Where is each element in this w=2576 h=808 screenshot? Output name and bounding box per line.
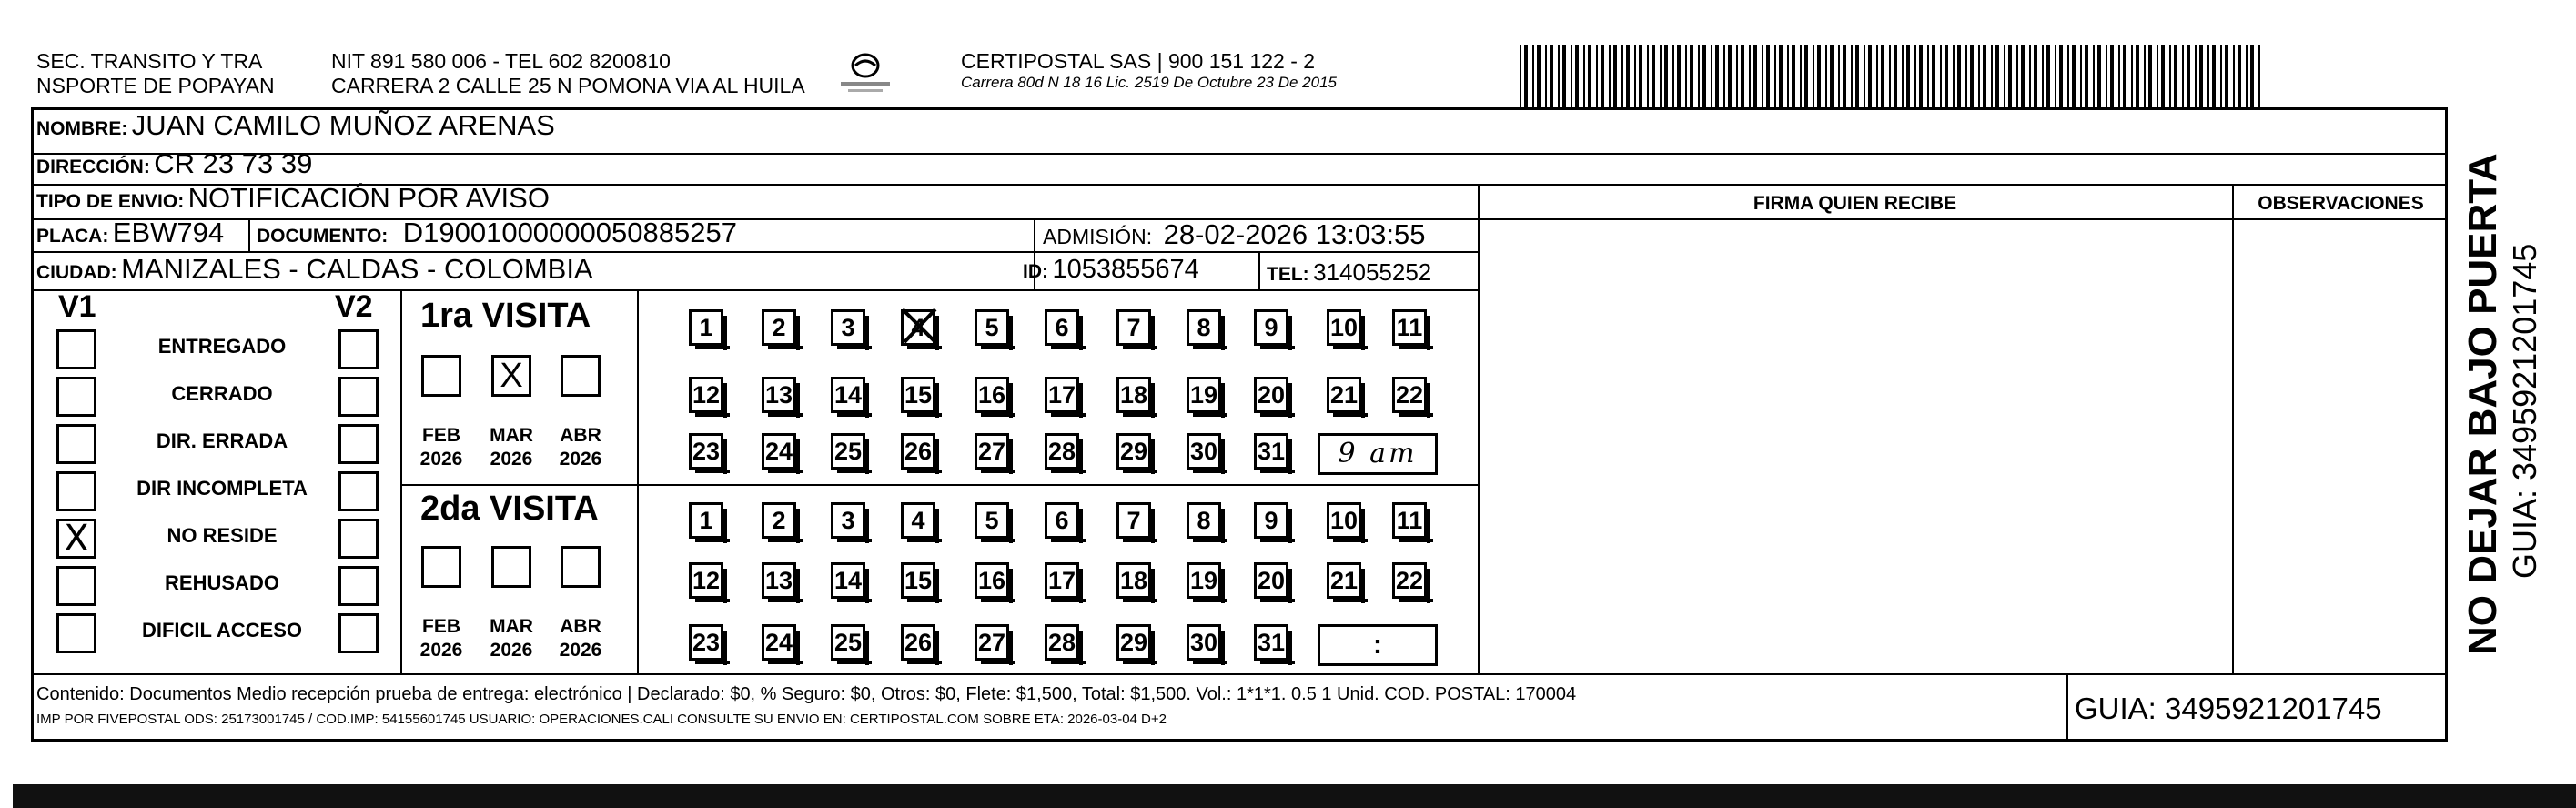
second-visit-day-box[interactable]: 10 [1327,502,1361,539]
v1-checkbox[interactable] [56,471,96,511]
v1-checkbox[interactable] [56,519,96,559]
first-visit-month-checkbox[interactable] [421,355,461,397]
v1-checkbox[interactable] [56,566,96,606]
second-visit-day-box[interactable]: 2 [762,502,796,539]
second-visit-day-box[interactable]: 29 [1116,624,1151,661]
first-visit-day-box[interactable]: 25 [831,433,865,470]
sender-details [331,49,805,98]
v1-header: V1 [58,289,96,324]
first-visit-day-box[interactable]: 11 [1392,309,1427,346]
v1-checkbox[interactable] [56,377,96,417]
first-visit-day-box[interactable]: 26 [901,433,935,470]
month-name: MAR [490,425,533,446]
first-visit-day-box[interactable]: 9 [1254,309,1288,346]
first-visit-day-box[interactable]: 1 [689,309,723,346]
observations-area[interactable] [2238,227,2443,668]
second-visit-time-box[interactable] [1318,624,1438,666]
tel-row [1267,258,1431,287]
first-visit-day-box[interactable]: 4 [901,309,935,346]
nombre-row [36,109,555,142]
second-visit-day-box[interactable]: 24 [762,624,796,661]
footer-guia: GUIA: 3495921201745 [2075,692,2382,725]
observaciones-header: OBSERVACIONES [2258,193,2424,214]
second-visit-day-box[interactable]: 13 [762,562,796,599]
second-visit-day-box[interactable]: 23 [689,624,723,661]
v2-header: V2 [335,289,373,324]
tel-label: TEL: [1267,264,1309,285]
second-visit-day-box[interactable]: 11 [1392,502,1427,539]
first-visit-day-box[interactable]: 17 [1045,377,1079,413]
second-visit-day-box[interactable]: 5 [975,502,1009,539]
v2-checkbox[interactable] [338,329,379,369]
second-visit-day-box[interactable]: 19 [1187,562,1221,599]
documento-row [257,217,737,249]
second-visit-day-box[interactable]: 7 [1116,502,1151,539]
side-guia: GUIA: 3495921201745 [2506,243,2543,579]
month-year: 2026 [490,640,533,661]
status-label: DIR. ERRADA [156,429,288,452]
second-visit-day-box[interactable]: 27 [975,624,1009,661]
postal-logo-icon [835,47,895,98]
second-visit-day-box[interactable]: 28 [1045,624,1079,661]
month-name: MAR [490,616,533,637]
second-visit-time-placeholder: : [1373,630,1382,660]
first-visit-day-box[interactable]: 5 [975,309,1009,346]
second-visit-day-box[interactable]: 16 [975,562,1009,599]
first-visit-day-box[interactable]: 23 [689,433,723,470]
second-visit-day-box[interactable]: 14 [831,562,865,599]
first-visit-time-value: 9 am [1338,438,1418,470]
placa-label: PLACA: [36,226,109,247]
carrier-block [961,49,1337,92]
status-label: DIR INCOMPLETA [136,477,308,500]
sender-line-2: NSPORTE DE POPAYAN [36,74,275,97]
barcode [1520,45,2260,109]
month-year: 2026 [559,449,602,470]
direccion-row [36,147,312,180]
first-visit-day-box[interactable]: 16 [975,377,1009,413]
first-visit-day-box[interactable]: 10 [1327,309,1361,346]
firma-header: FIRMA QUIEN RECIBE [1753,193,1957,214]
v2-checkbox[interactable] [338,377,379,417]
second-visit-month-checkbox[interactable] [421,546,461,588]
first-visit-day-box[interactable]: 20 [1254,377,1288,413]
first-visit-day-box[interactable]: 2 [762,309,796,346]
sender-line-1: SEC. TRANSITO Y TRA [36,49,263,73]
second-visit-day-box[interactable]: 3 [831,502,865,539]
v2-checkbox[interactable] [338,424,379,464]
month-check-mark: X [500,357,523,395]
status-label: CERRADO [171,382,273,405]
first-visit-day-box[interactable]: 19 [1187,377,1221,413]
first-visit-month-label [551,424,610,471]
admision-value: 28-02-2026 13:03:55 [1163,218,1426,250]
second-visit-month-label [412,615,470,662]
ciudad-value: MANIZALES - CALDAS - COLOMBIA [121,253,593,285]
admision-label: ADMISIÓN: [1043,225,1153,248]
v2-checkbox[interactable] [338,566,379,606]
second-visit-day-box[interactable]: 12 [689,562,723,599]
first-visit-month-checkbox[interactable] [491,355,531,397]
second-visit-day-box[interactable]: 26 [901,624,935,661]
status-label: DIFICIL ACCESO [141,619,302,641]
carrier-name: CERTIPOSTAL SAS | 900 151 122 - 2 [961,49,1316,73]
month-year: 2026 [490,449,533,470]
month-name: ABR [560,616,601,637]
first-visit-month-checkbox[interactable] [561,355,601,397]
status-label: NO RESIDE [167,524,278,547]
first-visit-title: 1ra VISITA [420,297,591,335]
first-visit-time-box[interactable] [1318,433,1438,475]
ciudad-row [36,253,593,286]
first-visit-day-box[interactable]: 14 [831,377,865,413]
month-year: 2026 [419,640,463,661]
id-label: ID: [1023,261,1048,282]
bottom-edge-strip [13,784,2576,808]
sender-nit: NIT 891 580 006 - TEL 602 8200810 [331,49,671,73]
second-visit-day-box[interactable]: 1 [689,502,723,539]
placa-value: EBW794 [112,217,225,248]
first-visit-month-label [482,424,540,471]
first-visit-day-box[interactable]: 29 [1116,433,1151,470]
first-visit-day-box[interactable]: 27 [975,433,1009,470]
id-row [1023,255,1199,285]
nombre-label: NOMBRE: [36,118,128,139]
month-name: ABR [560,425,601,446]
v1-checkbox[interactable] [56,613,96,653]
second-visit-month-checkbox[interactable] [491,546,531,588]
sender-address: CARRERA 2 CALLE 25 N POMONA VIA AL HUILA [331,74,805,97]
first-visit-day-box[interactable]: 24 [762,433,796,470]
first-visit-day-box[interactable]: 31 [1254,433,1288,470]
first-visit-month-label [412,424,470,471]
tipo-envio-label: TIPO DE ENVIO: [36,191,185,212]
first-visit-day-box[interactable]: 3 [831,309,865,346]
v2-checkbox[interactable] [338,471,379,511]
second-visit-day-box[interactable]: 18 [1116,562,1151,599]
month-year: 2026 [419,449,463,470]
v2-checkbox[interactable] [338,519,379,559]
footer-imp-line: IMP POR FIVEPOSTAL ODS: 25173001745 / COD.IMP: 54155601745 USUARIO: OPERACIONES.CALI CONSULTE SU ENVIO EN: CERTIPOSTAL.COM SOBRE ETA: 2026-03-04 D+2 [36,712,1167,727]
status-label: ENTREGADO [157,335,287,358]
month-name: FEB [422,616,460,637]
second-visit-month-label [551,615,610,662]
month-year: 2026 [559,640,602,661]
first-visit-day-box[interactable]: 8 [1187,309,1221,346]
footer-content-line: Contenido: Documentos Medio recepción prueba de entrega: electrónico | Declarado: $0, % Seguro: $0, Otros: $0, Flete: $1,500, Total: $1,500. Vol.: 1*1*1. 0.5 1 Unid. COD. POSTAL: 170004 [36,684,1577,704]
v1-check-mark: X [64,518,89,560]
second-visit-day-box[interactable]: 30 [1187,624,1221,661]
second-visit-day-box[interactable]: 22 [1392,562,1427,599]
second-visit-day-box[interactable]: 8 [1187,502,1221,539]
second-visit-title: 2da VISITA [420,490,599,528]
signature-area[interactable] [1483,227,2227,668]
first-visit-day-box[interactable]: 21 [1327,377,1361,413]
second-visit-month-checkbox[interactable] [561,546,601,588]
nombre-value: JUAN CAMILO MUÑOZ ARENAS [131,109,555,141]
v2-checkbox[interactable] [338,613,379,653]
status-label: REHUSADO [165,571,279,594]
ciudad-label: CIUDAD: [36,262,117,283]
sender-name [36,49,275,98]
admision-row [1043,218,1425,251]
id-value: 1053855674 [1052,255,1199,284]
day-4-cross-mark-icon [895,304,945,349]
tipo-envio-value: NOTIFICACIÓN POR AVISO [187,182,550,214]
second-visit-day-box[interactable]: 6 [1045,502,1079,539]
second-visit-day-box[interactable]: 9 [1254,502,1288,539]
second-visit-day-box[interactable]: 15 [901,562,935,599]
first-visit-day-box[interactable]: 28 [1045,433,1079,470]
placa-row [36,217,224,249]
first-visit-day-box[interactable]: 6 [1045,309,1079,346]
side-warning: NO DEJAR BAJO PUERTA [2460,153,2505,655]
second-visit-day-box[interactable]: 21 [1327,562,1361,599]
first-visit-day-box[interactable]: 13 [762,377,796,413]
first-visit-day-box[interactable]: 30 [1187,433,1221,470]
tel-value: 314055252 [1313,258,1432,286]
second-visit-day-box[interactable]: 20 [1254,562,1288,599]
v1-checkbox[interactable] [56,424,96,464]
second-visit-day-box[interactable]: 31 [1254,624,1288,661]
first-visit-day-box[interactable]: 22 [1392,377,1427,413]
first-visit-day-box[interactable]: 7 [1116,309,1151,346]
second-visit-day-box[interactable]: 4 [901,502,935,539]
second-visit-day-box[interactable]: 25 [831,624,865,661]
documento-label: DOCUMENTO: [257,226,389,247]
second-visit-month-label [482,615,540,662]
first-visit-day-box[interactable]: 15 [901,377,935,413]
tipo-envio-row [36,182,550,215]
v1-checkbox[interactable] [56,329,96,369]
month-name: FEB [422,425,460,446]
direccion-value: CR 23 73 39 [154,147,313,179]
first-visit-day-box[interactable]: 12 [689,377,723,413]
carrier-address: Carrera 80d N 18 16 Lic. 2519 De Octubre 23 De 2015 [961,74,1337,91]
documento-value: D19001000000050885257 [402,217,737,248]
direccion-label: DIRECCIÓN: [36,157,150,177]
first-visit-day-box[interactable]: 18 [1116,377,1151,413]
second-visit-day-box[interactable]: 17 [1045,562,1079,599]
